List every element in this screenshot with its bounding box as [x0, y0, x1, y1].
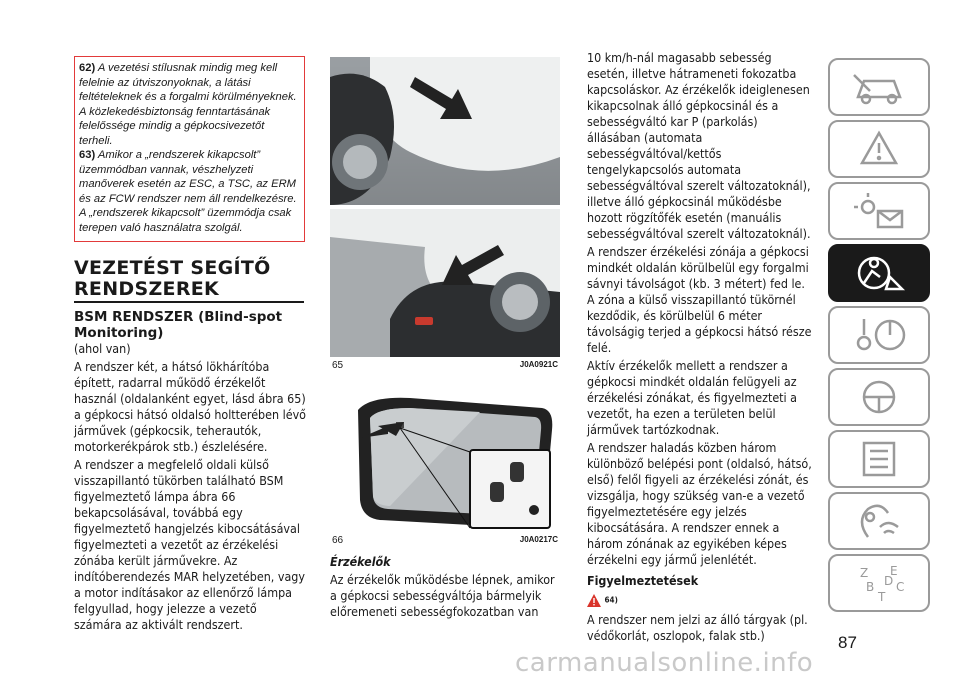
sensors-paragraph: Az érzékelők működésbe lépnek, amikor a gépkocsi sebességváltója bármelyik előremeneti sebességfokozatban van — [330, 572, 555, 619]
figure-65-code: J0A0921C — [519, 360, 558, 369]
section-divider — [74, 301, 304, 303]
tab-specs[interactable] — [828, 430, 930, 488]
section-title — [74, 258, 304, 300]
figure-66-image — [330, 390, 560, 530]
steering-wheel-icon — [850, 377, 908, 417]
warning-reference — [587, 592, 813, 609]
warning-62-text: A vezetési stílusnak mindig meg kell felelnie az útviszonyoknak, a látási feltételeknek és a forgalmi körülményeknek. A közlekedésbiztonság fenntartásának felelőssége mindig a gépkocsivezetőt terheli. — [79, 62, 297, 147]
left-paragraph: A rendszer két, a hátsó lökhárítóba épített, radarral működő érzékelőt használ (oldalanként egyet, lásd ábra 65) a gépkocsi hátsó oldalsó holtterében lévő járművek (gépkocsik, teherautók, motorkerékpárok stb.) észlelésére. — [74, 359, 306, 454]
index-icon — [850, 563, 908, 603]
right-last-paragraph: A rendszer nem jelzi az álló tárgyak (pl. védőkorlát, oszlopok, falak stb.) — [587, 611, 808, 643]
warning-62-number: 62) — [79, 62, 96, 74]
middle-text — [330, 554, 562, 620]
warning-63-text: Amikor a „rendszerek kikapcsolt” üzemmódban vannak, vészhelyzeti manőverek esetén az ESC, a TSC, az ERM és az FCW rendszer nem áll rendelkezésre. A „rendszerek kikapcsolt” üzemmódja csak terepen való használatra szolgál. — [79, 149, 297, 234]
warnings-heading: Figyelmeztetések — [587, 573, 699, 588]
index-letter: E — [890, 564, 898, 578]
page-number: 87 — [838, 633, 857, 652]
index-letter: C — [896, 580, 905, 594]
warning-63-number: 63) — [79, 149, 96, 161]
tab-driver-assist[interactable] — [828, 244, 930, 302]
tools-icon — [850, 315, 908, 355]
sub-title — [74, 309, 304, 341]
left-paragraph: A rendszer a megfelelő oldali külső visszapillantó tükörben található BSM figyelmeztető lámpa ábra 66 bekapcsolásával, továbbá egy figyelmeztető hangjelzés kibocsátásával figyelmezteti a vezetőt az érzékelési zónába került járművekre. Az indítóberendezés MAR helyzetében, vagy a motor indításakor az ellenőrző lámpa felgyullad, hogy jelezze a vezető számára az aktivált rendszert. — [74, 457, 305, 632]
tab-index[interactable] — [828, 554, 930, 612]
sub-title-line2: Monitoring) — [74, 325, 164, 341]
sensors-heading: Érzékelők — [330, 554, 391, 569]
figure-66 — [330, 390, 560, 550]
warning-lights-icon — [850, 129, 908, 169]
tab-navigation[interactable] — [828, 492, 930, 550]
tab-steering[interactable] — [828, 368, 930, 426]
tab-dashboard[interactable] — [828, 58, 930, 116]
index-letter: D — [884, 574, 894, 588]
spec-list-icon — [850, 439, 908, 479]
warning-63 — [79, 148, 300, 235]
tab-tools[interactable] — [828, 306, 930, 364]
right-paragraph: 10 km/h-nál magasabb sebesség esetén, illetve hátrameneti fokozatba kapcsoláskor. Az érzékelők ideiglenesen kikapcsolnak álló gépkocsinál és a sebességváltó kar P (parkolás) állásában (automata sebességváltóval/kettős tengelykapcsolós automata sebességváltóval szerelt változatoknál), illetve álló gépkocsinál működésbe hozott rögzítőfék esetén (manuális sebességváltóval szerelt változatoknál). — [587, 50, 811, 241]
driver-assist-icon — [850, 253, 908, 293]
right-paragraph: A rendszer érzékelési zónája a gépkocsi mindkét oldalán körülbelül egy forgalmi sávnyi távolságot (kb. 3 métert) fed le. A zóna a külső visszapillantó tükörnél kezdődik, és körülbelül 6 méter távolságig terjed a gépkocsi hátsó része felé. — [587, 244, 812, 355]
left-column — [74, 341, 306, 633]
figure-65-number: 65 — [332, 360, 344, 371]
warning-reference-number: 64) — [604, 595, 618, 605]
warning-box — [74, 56, 305, 242]
figure-66-number: 66 — [332, 535, 344, 546]
section-title-line2: RENDSZEREK — [74, 278, 220, 300]
index-letter: B — [866, 580, 875, 594]
tab-warning-lights[interactable] — [828, 120, 930, 178]
figure-66-code: J0A0217C — [519, 535, 558, 544]
index-letter: Z — [860, 566, 869, 580]
warning-triangle-icon — [587, 594, 601, 607]
right-column — [587, 50, 813, 644]
figure-65-image — [330, 57, 560, 357]
section-title-line1: VEZETÉST SEGÍTŐ — [74, 257, 271, 279]
watermark: carmanualsonline.info — [515, 648, 814, 678]
left-paragraph: (ahol van) — [74, 341, 131, 356]
figure-65 — [330, 57, 560, 380]
right-paragraph: A rendszer haladás közben három különböző belépési pont (oldalsó, hátsó, első) felől figyeli az érzékelési zónát, és vizsgálja, hogy szükség van-e a vezető figyelmeztetésére egy jelzés kibocsátására. A rendszer ennek a három zónának az egyikében képes érzékelni egy jármű jelenlétét. — [587, 440, 812, 567]
lights-envelope-icon — [850, 191, 908, 231]
right-paragraph: Aktív érzékelők mellett a rendszer a gépkocsi mindkét oldalán felügyeli az érzékelési zónákat, és figyelmezteti a vezetőt, ha ezen a területen belül járművek tartózkodnak. — [587, 358, 798, 437]
warning-62 — [79, 61, 300, 148]
sub-title-line1: BSM RENDSZER (Blind-spot — [74, 309, 283, 325]
tab-lights[interactable] — [828, 182, 930, 240]
index-letter: T — [878, 590, 886, 603]
car-dashboard-icon — [850, 67, 908, 107]
navigation-icon — [850, 501, 908, 541]
